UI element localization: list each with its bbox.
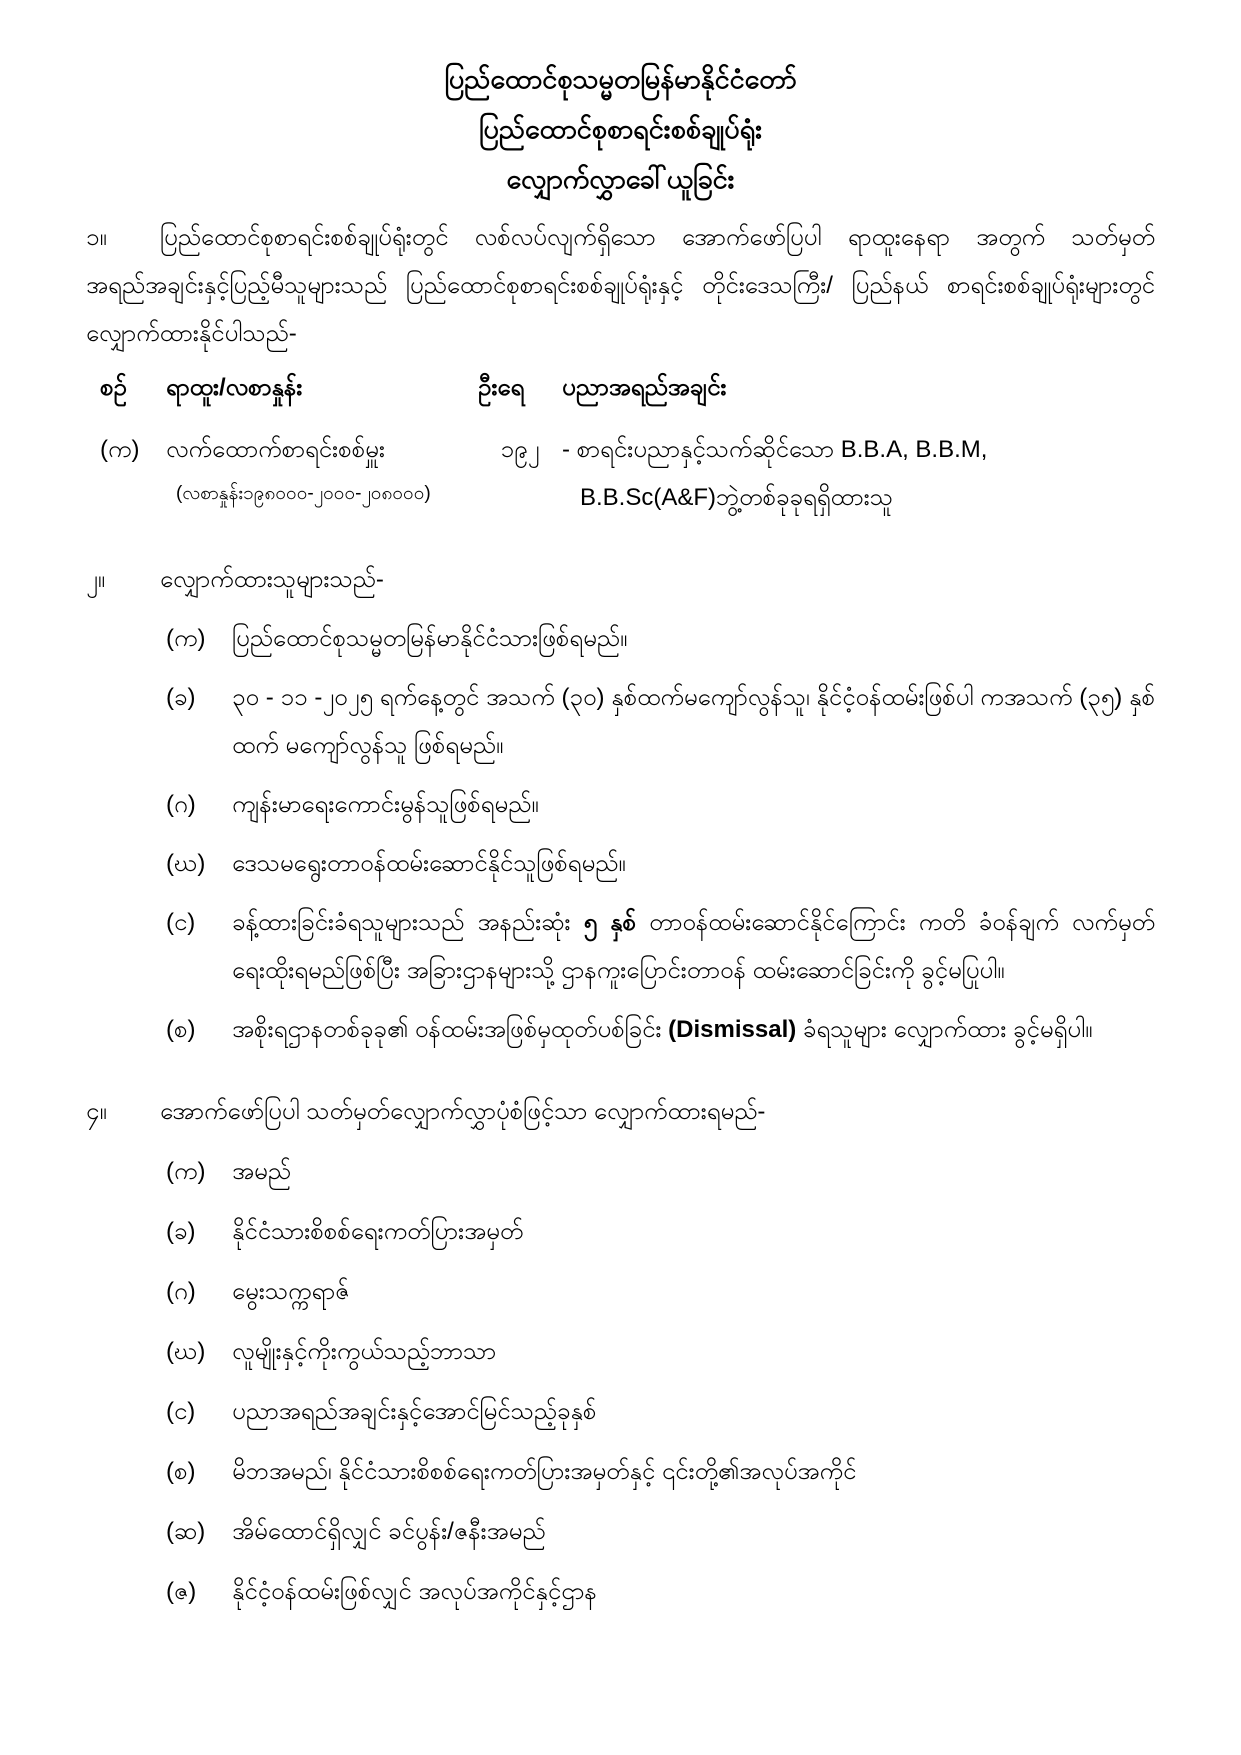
item-label: (စ)	[166, 1016, 196, 1043]
requirement-item	[166, 615, 1155, 663]
title-line-announcement: လျှောက်လွှာခေါ်ယူခြင်း	[506, 164, 735, 194]
item-label: (က)	[166, 625, 206, 652]
row-post-cell	[166, 426, 478, 522]
header-serial: စဉ်	[100, 374, 127, 401]
item-label: (ခ)	[166, 684, 196, 711]
paragraph-1-number: ၁။	[86, 224, 107, 251]
item-text: မွေးသက္ကရာဇ်	[232, 1278, 350, 1305]
item-text: ကျန်းမာရေးကောင်းမွန်သူဖြစ်ရမည်။	[232, 791, 539, 818]
row-count: ၁၉၂	[500, 436, 540, 463]
item-text-bold-five-years: ၅ နှစ်	[583, 909, 637, 936]
paragraph-4-items	[166, 1148, 1155, 1616]
item-text: အိမ်ထောင်ရှိလျှင် ခင်ပွန်း/ဇနီးအမည်	[232, 1518, 546, 1545]
requirement-item	[166, 674, 1155, 770]
item-text	[232, 899, 1155, 995]
item-text: မိဘအမည်၊ နိုင်ငံသားစိစစ်ရေးကတ်ပြားအမှတ်နှင့် ၎င်းတို့၏အလုပ်အကိုင်	[232, 1458, 857, 1485]
item-label: (ဃ)	[166, 850, 206, 877]
item-text: ၃၀ - ၁၁ -၂၀၂၅ ရက်နေ့တွင် အသက် (၃၀) နှစ်ထက်မကျော်လွန်သူ၊ နိုင်ငံ့ဝန်ထမ်းဖြစ်ပါ ကအသက် (၃၅) နှစ်ထက် မကျော်လွန်သူ ဖြစ်ရမည်။	[232, 684, 1155, 759]
form-field-item	[166, 1568, 1155, 1616]
item-text-segment: ခံရသူများ လျှောက်ထား ခွင့်မရှိပါ။	[796, 1016, 1093, 1043]
item-label: (ဆ)	[166, 1518, 206, 1545]
paragraph-1-text: ပြည်ထောင်စုစာရင်းစစ်ချုပ်ရုံးတွင် လစ်လပ်လျက်ရှိသော အောက်ဖော်ပြပါ ရာထူးနေရာ အတွက် သတ်မှတ်အရည်အချင်းနှင့်ပြည့်မီသူများသည် ပြည်ထောင်စုစာရင်းစစ်ချုပ်ရုံးနှင့် တိုင်းဒေသကြီး/ ပြည်နယ် စာရင်းစစ်ချုပ်ရုံးများတွင် လျှောက်ထားနိုင်ပါသည်-	[86, 224, 1155, 347]
row-serial: (က)	[100, 436, 140, 463]
item-label: (ဂ)	[166, 791, 196, 818]
paragraph-4-heading-row	[86, 1088, 1155, 1136]
form-field-item	[166, 1268, 1155, 1316]
paragraph-2	[86, 556, 1155, 1054]
form-field-item	[166, 1328, 1155, 1376]
form-field-item	[166, 1388, 1155, 1436]
item-text: နိုင်ငံသားစိစစ်ရေးကတ်ပြားအမှတ်	[232, 1218, 524, 1245]
item-label: (ခ)	[166, 1218, 196, 1245]
paragraph-4-heading: အောက်ဖော်ပြပါ သတ်မှတ်လျှောက်လွှာပုံစံဖြင့်သာ လျှောက်ထားရမည်-	[160, 1098, 766, 1125]
paragraph-2-items	[166, 615, 1155, 1054]
form-field-item	[166, 1148, 1155, 1196]
item-text	[232, 1006, 1155, 1054]
paragraph-2-number: ၂။	[86, 566, 106, 593]
item-label: (ဇ)	[166, 1578, 197, 1605]
item-text-segment: ခန့်ထားခြင်းခံရသူများသည် အနည်းဆုံး	[232, 909, 584, 936]
paragraph-2-heading: လျှောက်ထားသူများသည်-	[160, 566, 384, 593]
row-qualification-line-1: - စာရင်းပညာနှင့်သက်ဆိုင်သော B.B.A, B.B.M,	[562, 436, 988, 463]
item-label: (ဃ)	[166, 1338, 206, 1365]
item-text: လူမျိုးနှင့်ကိုးကွယ်သည့်ဘာသာ	[232, 1338, 497, 1365]
item-label: (က)	[166, 1158, 206, 1185]
paragraph-1	[86, 214, 1155, 358]
row-qualification-line-2: B.B.Sc(A&F)ဘွဲ့တစ်ခုခုရရှိထားသူ	[580, 484, 893, 511]
header-count: ဦးရေ	[478, 374, 525, 401]
item-label: (ဂ)	[166, 1278, 196, 1305]
paragraph-4-number: ၄။	[86, 1098, 107, 1125]
form-field-item	[166, 1208, 1155, 1256]
row-salary-scale: (လစာနှုန်း၁၉၈၀၀၀-၂၀၀၀-၂၀၈၀၀၀)	[176, 483, 431, 504]
item-text-bold-dismissal: (Dismissal)	[668, 1016, 797, 1043]
table-row	[86, 426, 1155, 522]
paragraph-2-heading-row	[86, 556, 1155, 604]
row-qualification-cell	[562, 426, 1155, 522]
item-text: ပညာအရည်အချင်းနှင့်အောင်မြင်သည့်ခုနှစ်	[232, 1398, 597, 1425]
requirement-item	[166, 840, 1155, 888]
requirement-item	[166, 1006, 1155, 1054]
table-header-row	[86, 364, 1155, 412]
row-post-title: လက်ထောက်စာရင်းစစ်မှူး	[166, 436, 385, 463]
positions-table	[86, 364, 1155, 522]
item-label: (င)	[166, 1398, 196, 1425]
item-label: (စ)	[166, 1458, 196, 1485]
form-field-item	[166, 1508, 1155, 1556]
item-text-segment: အစိုးရဌာနတစ်ခုခု၏ ဝန်ထမ်းအဖြစ်မှထုတ်ပစ်ခြင်း	[232, 1016, 669, 1043]
item-text: ဒေသမရွေးတာဝန်ထမ်းဆောင်နိုင်သူဖြစ်ရမည်။	[232, 850, 626, 877]
title-line-country: ပြည်ထောင်စုသမ္မတမြန်မာနိုင်ငံတော်	[444, 64, 797, 94]
header-qualification: ပညာအရည်အချင်း	[562, 374, 727, 401]
item-text-segment: တာဝန်ထမ်းဆောင်နိုင်ကြောင်း ကတိ ခံဝန်ချက် လက်မှတ်ရေးထိုးရမည်ဖြစ်ပြီး အခြားဌာနများသို့ ဌာနကူးပြောင်းတာဝန် ထမ်းဆောင်ခြင်းကို ခွင့်မပြုပါ။	[232, 909, 1155, 984]
document-title	[86, 54, 1155, 204]
item-text: ပြည်ထောင်စုသမ္မတမြန်မာနိုင်ငံသားဖြစ်ရမည်။	[232, 625, 628, 652]
form-field-item	[166, 1448, 1155, 1496]
header-post-salary: ရာထူး/လစာနှုန်း	[166, 374, 303, 401]
paragraph-4	[86, 1088, 1155, 1616]
item-text: အမည်	[232, 1158, 291, 1185]
item-label: (င)	[166, 909, 196, 936]
title-line-office: ပြည်ထောင်စုစာရင်းစစ်ချုပ်ရုံး	[478, 114, 763, 144]
item-text: နိုင်ငံ့ဝန်ထမ်းဖြစ်လျှင် အလုပ်အကိုင်နှင့်ဌာန	[232, 1578, 597, 1605]
requirement-item	[166, 781, 1155, 829]
requirement-item	[166, 899, 1155, 995]
